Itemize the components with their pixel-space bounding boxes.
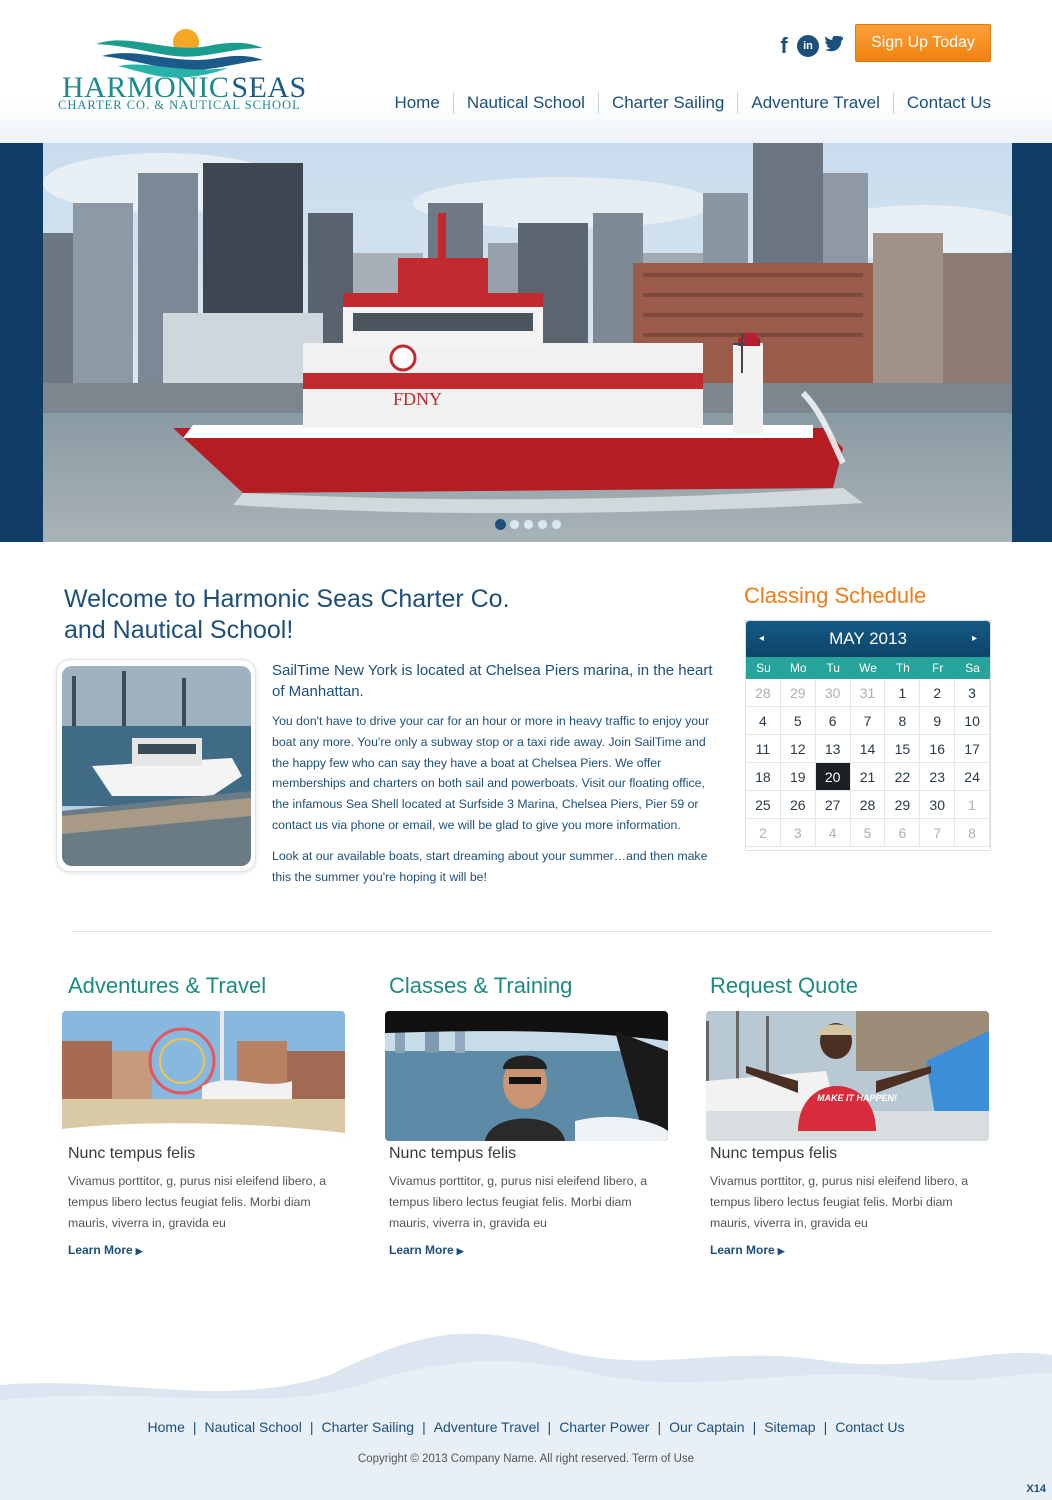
twitter-icon[interactable] [825, 36, 845, 57]
weekday-label: Fr [932, 661, 944, 675]
calendar-day[interactable]: 2 [920, 679, 955, 707]
nav-adventure-travel[interactable]: Adventure Travel [737, 92, 893, 114]
calendar-day[interactable]: 17 [955, 735, 990, 763]
calendar-day[interactable]: 6 [816, 707, 851, 735]
calendar-title: Classing Schedule [744, 583, 927, 608]
arrow-right-icon: ▶ [456, 1246, 464, 1256]
calendar-grid [746, 679, 990, 847]
calendar-day[interactable]: 4 [816, 819, 851, 847]
welcome-title-line2: and Nautical School! [64, 616, 294, 644]
nav-nautical-school[interactable]: Nautical School [453, 92, 598, 114]
section-divider [72, 931, 992, 932]
calendar-day[interactable]: 6 [885, 819, 920, 847]
footer-link[interactable]: Home [147, 1419, 185, 1435]
calendar-day[interactable]: 9 [920, 707, 955, 735]
calendar-day[interactable]: 28 [746, 679, 781, 707]
footer-separator: | [309, 1419, 314, 1435]
calendar-day[interactable]: 31 [851, 679, 886, 707]
footer-link[interactable]: Charter Sailing [321, 1419, 415, 1435]
footer-separator: | [422, 1419, 426, 1435]
slider-dot[interactable] [523, 519, 534, 530]
slider-dot[interactable] [509, 519, 520, 530]
calendar-day[interactable]: 30 [816, 679, 851, 707]
calendar-day[interactable]: 29 [781, 679, 816, 707]
footer-link[interactable]: Charter Power [559, 1419, 650, 1435]
marina-photo-frame [56, 659, 256, 872]
calendar-day[interactable]: 14 [851, 735, 886, 763]
welcome-title-line1: Welcome to Harmonic Seas Charter Co. [64, 585, 510, 613]
feature-subtitle: Nunc tempus felis [389, 1145, 517, 1162]
calendar-day[interactable]: 8 [885, 707, 920, 735]
feature-quote [706, 973, 996, 1257]
feature-title: Request Quote [710, 973, 858, 998]
footer-link[interactable]: Our Captain [669, 1419, 745, 1435]
signup-button[interactable]: Sign Up Today [855, 24, 991, 62]
feature-classes [385, 973, 675, 1257]
logo-word-seas: SEAS [231, 71, 307, 104]
corner-tag: X14 [1026, 1483, 1046, 1495]
feature-text: Vivamus porttitor, g, purus nisi eleifend libero, a tempus libero lectus feugiat felis. Morbi diam mauris, viverra in, gravida eu [710, 1174, 969, 1230]
slider-dot[interactable] [551, 519, 562, 530]
footer-wave-background [0, 1315, 1052, 1500]
hero-slider [0, 143, 1052, 542]
weekday-label: We [859, 661, 877, 675]
learn-more-link[interactable] [389, 1243, 464, 1257]
arrow-right-icon: ▶ [777, 1246, 785, 1256]
footer-link[interactable]: Sitemap [764, 1419, 816, 1435]
welcome-paragraph-1: You don't have to drive your car for an hour or more in heavy traffic to enjoy your boat any more. You're only a subway stop or a taxi ride away. Join SailTime and the happy few who can say they have a boat at Chelsea Piers. We offer memberships and charters on both sail and powerboats. Visit our floating office, the infamous Sea Shell located at Surfside 3 Marina, Chelsea Piers, Pier 59 or contact us via phone or email, we will be glad to give you more information. [272, 714, 710, 832]
calendar-day[interactable]: 15 [885, 735, 920, 763]
feature-image-coney-island[interactable] [62, 1011, 345, 1141]
learn-more-label: Learn More [68, 1243, 133, 1257]
footer-link[interactable]: Nautical School [204, 1419, 302, 1435]
hero-image [43, 143, 1012, 542]
learn-more-label: Learn More [389, 1243, 454, 1257]
calendar-day[interactable]: 11 [746, 735, 781, 763]
calendar-header [746, 621, 990, 657]
learn-more-link[interactable] [710, 1243, 785, 1257]
weekday-label: Sa [965, 661, 980, 675]
feature-text: Vivamus porttitor, g, purus nisi eleifend libero, a tempus libero lectus feugiat felis. Morbi diam mauris, viverra in, gravida eu [68, 1174, 327, 1230]
slider-dot[interactable] [537, 519, 548, 530]
calendar-day[interactable]: 1 [885, 679, 920, 707]
footer-separator: | [752, 1419, 757, 1435]
calendar-month-label: MAY 2013 [829, 629, 907, 648]
arrow-right-icon: ▶ [135, 1246, 143, 1256]
marina-photo [62, 666, 251, 866]
calendar-day[interactable]: 7 [851, 707, 886, 735]
calendar-day[interactable]: 3 [781, 819, 816, 847]
nav-home[interactable]: Home [394, 93, 440, 112]
learn-more-link[interactable] [68, 1243, 143, 1257]
calendar-prev-icon[interactable]: ◂ [759, 633, 765, 644]
social-links [777, 33, 845, 59]
footer-link[interactable]: Adventure Travel [433, 1419, 540, 1435]
calendar-day[interactable]: 2 [746, 819, 781, 847]
learn-more-label: Learn More [710, 1243, 775, 1257]
calendar-day[interactable]: 19 [781, 763, 816, 791]
welcome-paragraph-2: Look at our available boats, start dreaming about your summer…and then make this the summer you're hoping it will be! [272, 849, 708, 884]
footer-separator: | [192, 1419, 197, 1435]
footer-separator: | [823, 1419, 828, 1435]
calendar-widget [745, 620, 991, 851]
calendar-day[interactable]: 16 [920, 735, 955, 763]
feature-title: Classes & Training [389, 973, 573, 998]
boat-fdny-label: FDNY [393, 389, 443, 409]
calendar-day[interactable]: 27 [816, 791, 851, 819]
main-nav [381, 92, 995, 114]
logo-word-harmonic: HARMONIC [62, 71, 230, 104]
calendar-day[interactable]: 13 [816, 735, 851, 763]
calendar-day[interactable]: 5 [851, 819, 886, 847]
facebook-icon[interactable]: f [780, 33, 788, 58]
feature-title: Adventures & Travel [68, 973, 267, 998]
weekday-label: Tu [826, 661, 840, 675]
feature-subtitle: Nunc tempus felis [68, 1145, 196, 1162]
calendar-day[interactable]: 24 [955, 763, 990, 791]
logo-tagline: CHARTER CO. & NAUTICAL SCHOOL [58, 98, 301, 112]
feature-image-sailor[interactable] [706, 1011, 989, 1141]
calendar-day[interactable]: 21 [851, 763, 886, 791]
calendar-day[interactable]: 4 [746, 707, 781, 735]
slider-dots [495, 519, 562, 530]
weekday-label: Mo [789, 661, 807, 675]
calendar-day[interactable]: 30 [920, 791, 955, 819]
calendar-day[interactable]: 12 [781, 735, 816, 763]
calendar-day-selected[interactable]: 20 [816, 763, 851, 791]
calendar-day[interactable]: 29 [885, 791, 920, 819]
feature-text: Vivamus porttitor, g, purus nisi eleifend libero, a tempus libero lectus feugiat felis. Morbi diam mauris, viverra in, gravida eu [389, 1174, 648, 1230]
calendar-day[interactable]: 8 [955, 819, 990, 847]
shirt-text: MAKE IT HAPPEN! [817, 1093, 898, 1103]
weekday-label: Su [756, 661, 771, 675]
copyright-text: Copyright © 2013 Company Name. All right reserved. Term of Use [357, 1453, 695, 1465]
calendar-day[interactable]: 26 [781, 791, 816, 819]
calendar-day[interactable]: 18 [746, 763, 781, 791]
welcome-title [64, 584, 564, 646]
footer-link[interactable]: Contact Us [835, 1419, 905, 1435]
calendar-day[interactable]: 28 [851, 791, 886, 819]
calendar-next-icon[interactable]: ▸ [971, 633, 977, 644]
welcome-lead: SailTime New York is located at Chelsea Piers marina, in the heart of Manhattan. [272, 662, 713, 700]
calendar-day[interactable]: 10 [955, 707, 990, 735]
calendar-day[interactable]: 7 [920, 819, 955, 847]
nav-contact-us[interactable]: Contact Us [893, 92, 995, 114]
calendar-day[interactable]: 22 [885, 763, 920, 791]
calendar-day[interactable]: 1 [955, 791, 990, 819]
footer-nav [0, 1419, 1052, 1437]
footer-separator: | [657, 1419, 662, 1435]
calendar-day[interactable]: 5 [781, 707, 816, 735]
calendar-weekdays [746, 657, 990, 679]
calendar-day[interactable]: 3 [955, 679, 990, 707]
calendar-day[interactable]: 25 [746, 791, 781, 819]
nav-charter-sailing[interactable]: Charter Sailing [598, 92, 737, 114]
fireboat-skyline-image [43, 143, 1012, 542]
footer-separator: | [547, 1419, 552, 1435]
calendar-day[interactable]: 23 [920, 763, 955, 791]
weekday-label: Th [895, 661, 910, 675]
feature-adventures [64, 973, 354, 1257]
feature-image-captain[interactable] [385, 1011, 668, 1141]
site-logo[interactable] [58, 24, 318, 116]
feature-subtitle: Nunc tempus felis [710, 1145, 838, 1162]
slider-dot[interactable] [495, 519, 506, 530]
site-header [0, 0, 1052, 143]
linkedin-icon[interactable]: in [797, 35, 819, 57]
